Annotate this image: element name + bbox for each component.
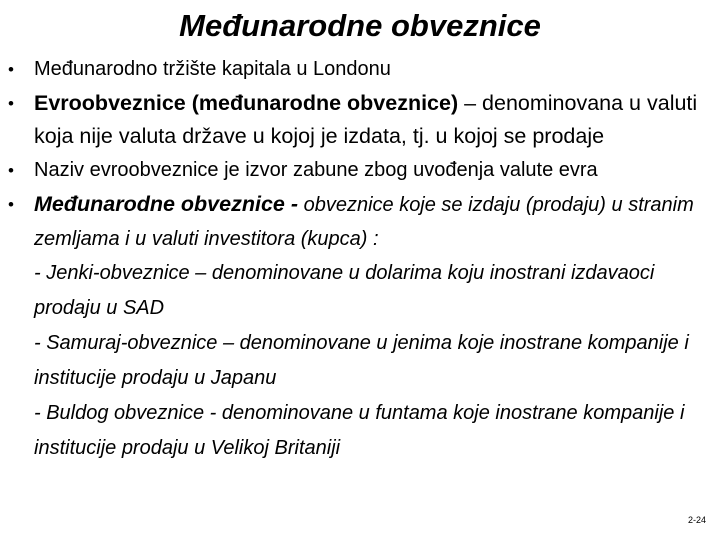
- bullet-london-market: [8, 54, 716, 85]
- bullet-euro-confusion: [8, 155, 716, 186]
- sub-item-bulldog-bonds: - Buldog obveznice - denominovane u funtama koje inostrane kompanije i institucije prodaju u Velikoj Britaniji: [34, 402, 685, 459]
- bullet-text: Naziv evroobveznice je izvor zabune zbog uvođenja valute evra: [34, 159, 598, 181]
- bullet-dot-icon: •: [8, 195, 14, 214]
- bullet-international-bonds: [8, 188, 716, 466]
- bullet-text: – denominovana u valuti koja nije valuta države u kojoj je izdata, tj. u kojoj se prodaje: [34, 91, 698, 148]
- slide-title: Međunarodne obveznice: [179, 8, 541, 43]
- bullet-eurobonds: [8, 87, 716, 153]
- bullet-text: obveznice koje se izdaju (prodaju) u stranim zemljama i u valuti investitora (kupca) :: [34, 194, 694, 250]
- bullet-bold-term: Evroobveznice (međunarodne obveznice): [34, 91, 459, 115]
- bullet-list: [8, 54, 716, 468]
- bullet-dot-icon: •: [8, 161, 14, 180]
- bullet-bold-term: Međunarodne obveznice -: [34, 192, 299, 216]
- page-number: 2-24: [687, 515, 706, 525]
- bullet-text: Međunarodno tržište kapitala u Londonu: [34, 58, 391, 80]
- sub-item-yankee-bonds: - Jenki-obveznice – denominovane u dolarima koju inostrani izdavaoci prodaju u SAD: [34, 262, 655, 319]
- sub-item-samurai-bonds: - Samuraj-obveznice – denominovane u jenima koje inostrane kompanije i institucije prodaju u Japanu: [34, 332, 689, 389]
- bullet-dot-icon: •: [8, 60, 14, 79]
- bullet-dot-icon: •: [8, 94, 14, 113]
